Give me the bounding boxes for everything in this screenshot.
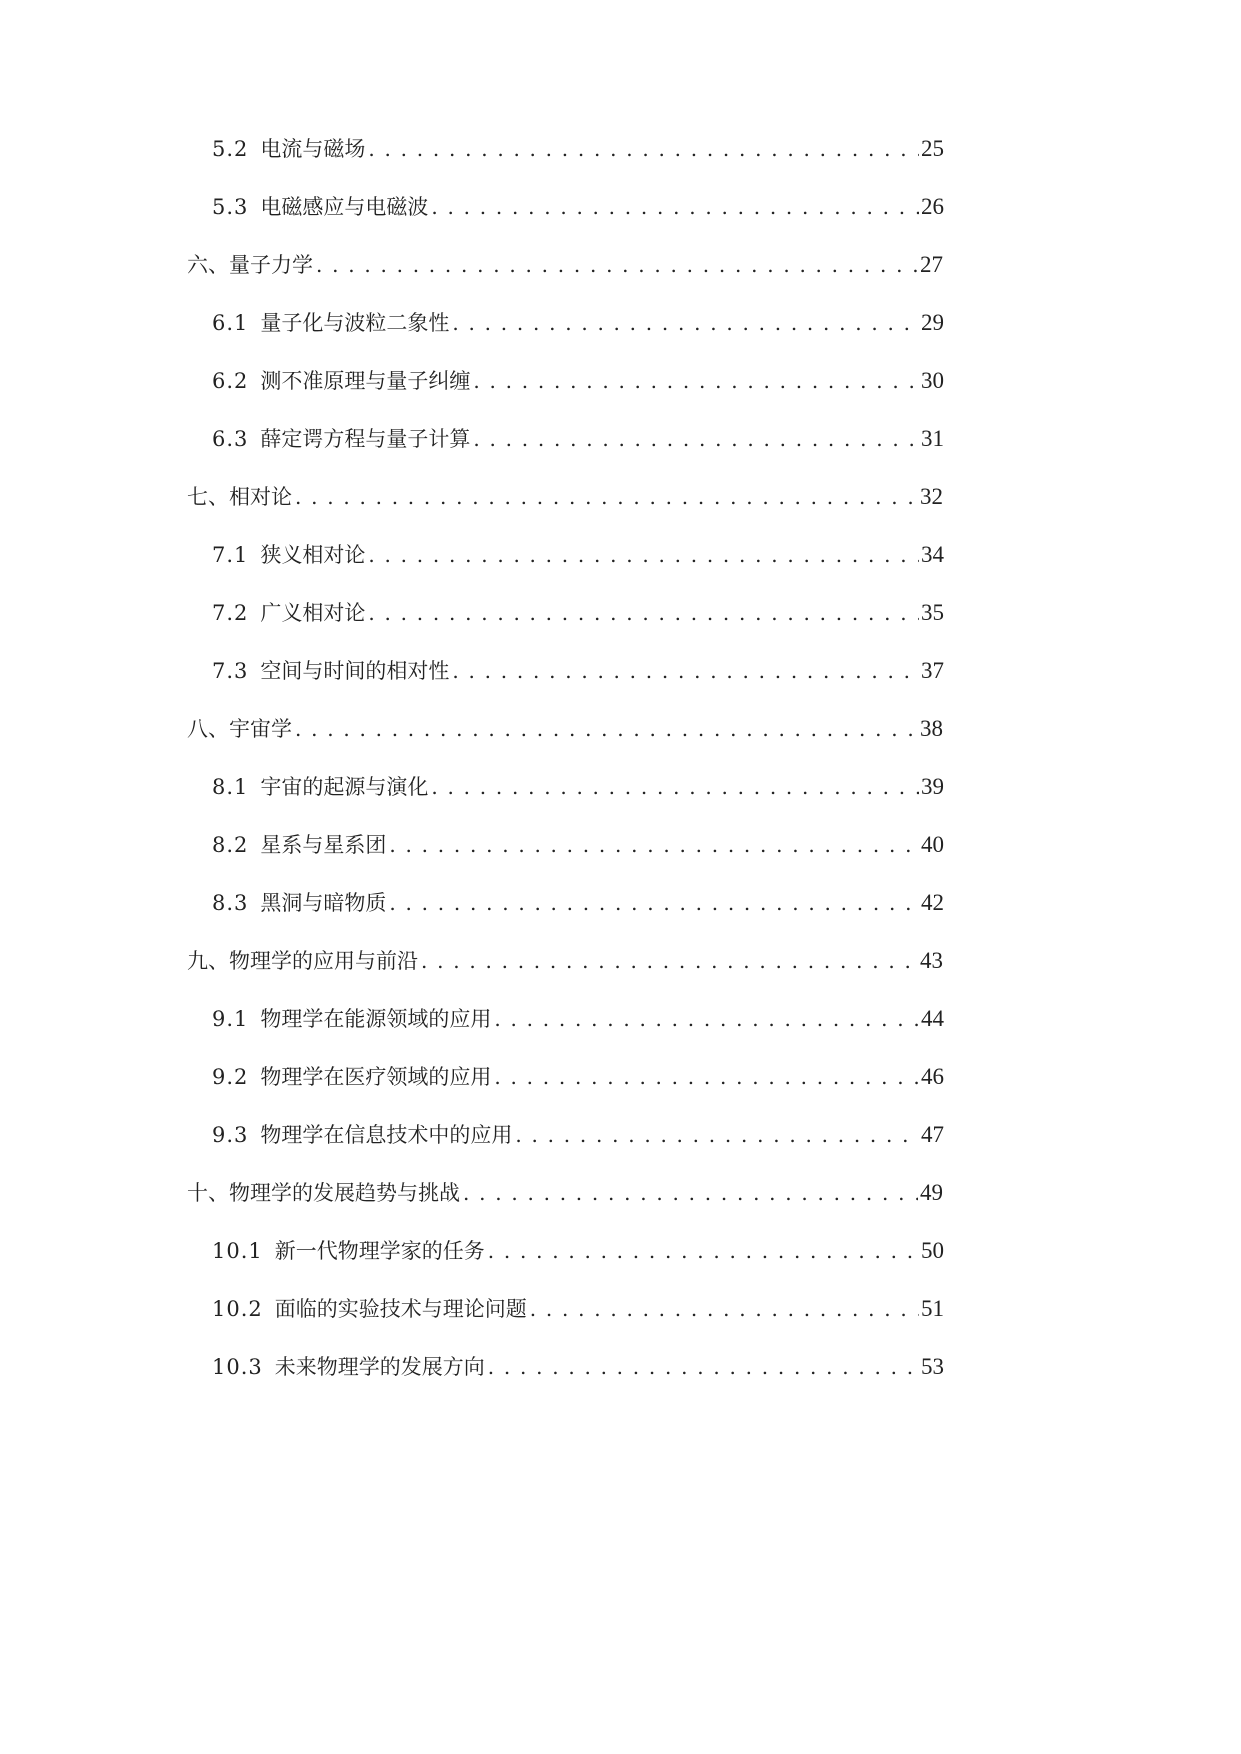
toc-entry-6-1[interactable] <box>212 308 944 338</box>
page-number: 38 <box>920 716 943 741</box>
page-number: 32 <box>920 484 943 509</box>
page-number: 50 <box>921 1238 944 1263</box>
dot-leader <box>368 598 919 628</box>
dot-leader <box>389 888 919 918</box>
entry-title: 宇宙的起源与演化 <box>260 775 429 799</box>
entry-number: 七、 <box>187 485 229 509</box>
entry-number: 九、 <box>187 949 229 973</box>
entry-title: 黑洞与暗物质 <box>260 891 387 915</box>
entry-number: 八、 <box>187 717 229 741</box>
page-number: 26 <box>921 194 944 219</box>
dot-leader <box>295 714 918 744</box>
entry-number: 9.1 <box>212 1007 249 1031</box>
entry-number: 六、 <box>187 253 229 277</box>
dot-leader <box>452 308 919 338</box>
toc-entry-5-2[interactable] <box>212 134 944 164</box>
entry-title: 相对论 <box>229 485 292 509</box>
page-number: 34 <box>921 542 944 567</box>
entry-number: 5.2 <box>212 137 249 161</box>
page-number: 42 <box>921 890 944 915</box>
entry-title: 空间与时间的相对性 <box>260 659 450 683</box>
entry-number: 10.3 <box>212 1355 263 1379</box>
page-number: 53 <box>921 1354 944 1379</box>
dot-leader <box>530 1294 919 1324</box>
page-number: 49 <box>920 1180 943 1205</box>
toc-entry-chapter-9[interactable] <box>187 946 943 976</box>
entry-title: 广义相对论 <box>260 601 366 625</box>
toc-entry-chapter-10[interactable] <box>187 1178 943 1208</box>
dot-leader <box>488 1236 919 1266</box>
toc-entry-7-2[interactable] <box>212 598 944 628</box>
toc-entry-chapter-7[interactable] <box>187 482 943 512</box>
toc-entry-10-1[interactable] <box>212 1236 944 1266</box>
entry-title: 狭义相对论 <box>260 543 366 567</box>
entry-number: 8.1 <box>212 775 249 799</box>
entry-title: 未来物理学的发展方向 <box>274 1355 485 1379</box>
toc-entry-5-3[interactable] <box>212 192 944 222</box>
page-number: 25 <box>921 136 944 161</box>
dot-leader <box>368 134 919 164</box>
entry-number: 十、 <box>187 1181 229 1205</box>
toc-entry-6-3[interactable] <box>212 424 944 454</box>
entry-title: 星系与星系团 <box>260 833 387 857</box>
entry-number: 8.3 <box>212 891 249 915</box>
entry-title: 物理学在信息技术中的应用 <box>260 1123 513 1147</box>
toc-entry-6-2[interactable] <box>212 366 944 396</box>
entry-title: 物理学在医疗领域的应用 <box>260 1065 492 1089</box>
toc-entry-chapter-6[interactable] <box>187 250 943 280</box>
dot-leader <box>316 250 918 280</box>
dot-leader <box>431 772 919 802</box>
toc-entry-10-2[interactable] <box>212 1294 944 1324</box>
toc-entry-8-2[interactable] <box>212 830 944 860</box>
entry-number: 6.2 <box>212 369 249 393</box>
entry-number: 8.2 <box>212 833 249 857</box>
page-number: 31 <box>921 426 944 451</box>
page-number: 29 <box>921 310 944 335</box>
toc-entry-9-2[interactable] <box>212 1062 944 1092</box>
entry-title: 物理学在能源领域的应用 <box>260 1007 492 1031</box>
toc-entry-7-1[interactable] <box>212 540 944 570</box>
entry-title: 量子力学 <box>229 253 313 277</box>
entry-title: 新一代物理学家的任务 <box>274 1239 485 1263</box>
page-number: 30 <box>921 368 944 393</box>
toc-entry-8-1[interactable] <box>212 772 944 802</box>
entry-title: 物理学的发展趋势与挑战 <box>229 1181 460 1205</box>
dot-leader <box>488 1352 919 1382</box>
entry-title: 测不准原理与量子纠缠 <box>260 369 471 393</box>
entry-number: 7.2 <box>212 601 249 625</box>
entry-number: 9.3 <box>212 1123 249 1147</box>
entry-number: 6.1 <box>212 311 249 335</box>
dot-leader <box>368 540 919 570</box>
entry-title: 量子化与波粒二象性 <box>260 311 450 335</box>
toc-entry-9-3[interactable] <box>212 1120 944 1150</box>
page-number: 44 <box>921 1006 944 1031</box>
toc-entry-chapter-8[interactable] <box>187 714 943 744</box>
entry-number: 10.1 <box>212 1239 263 1263</box>
entry-title: 电磁感应与电磁波 <box>260 195 429 219</box>
page-number: 51 <box>921 1296 944 1321</box>
entry-title: 面临的实验技术与理论问题 <box>274 1297 527 1321</box>
entry-number: 9.2 <box>212 1065 249 1089</box>
page-number: 27 <box>920 252 943 277</box>
entry-number: 5.3 <box>212 195 249 219</box>
dot-leader <box>494 1062 919 1092</box>
page-number: 40 <box>921 832 944 857</box>
dot-leader <box>421 946 918 976</box>
dot-leader <box>452 656 919 686</box>
entry-number: 6.3 <box>212 427 249 451</box>
dot-leader <box>295 482 918 512</box>
entry-number: 7.3 <box>212 659 249 683</box>
dot-leader <box>473 424 919 454</box>
page-number: 39 <box>921 774 944 799</box>
entry-title: 薛定谔方程与量子计算 <box>260 427 471 451</box>
page-number: 47 <box>921 1122 944 1147</box>
page-number: 37 <box>921 658 944 683</box>
toc-entry-10-3[interactable] <box>212 1352 944 1382</box>
entry-number: 7.1 <box>212 543 249 567</box>
toc-entry-7-3[interactable] <box>212 656 944 686</box>
page-number: 43 <box>920 948 943 973</box>
dot-leader <box>389 830 919 860</box>
dot-leader <box>515 1120 919 1150</box>
dot-leader <box>431 192 919 222</box>
entry-number: 10.2 <box>212 1297 263 1321</box>
entry-title: 宇宙学 <box>229 717 292 741</box>
dot-leader <box>494 1004 919 1034</box>
entry-title: 物理学的应用与前沿 <box>229 949 418 973</box>
toc-entry-9-1[interactable] <box>212 1004 944 1034</box>
page-number: 46 <box>921 1064 944 1089</box>
page-number: 35 <box>921 600 944 625</box>
dot-leader <box>463 1178 918 1208</box>
toc-entry-8-3[interactable] <box>212 888 944 918</box>
entry-title: 电流与磁场 <box>260 137 366 161</box>
dot-leader <box>473 366 919 396</box>
